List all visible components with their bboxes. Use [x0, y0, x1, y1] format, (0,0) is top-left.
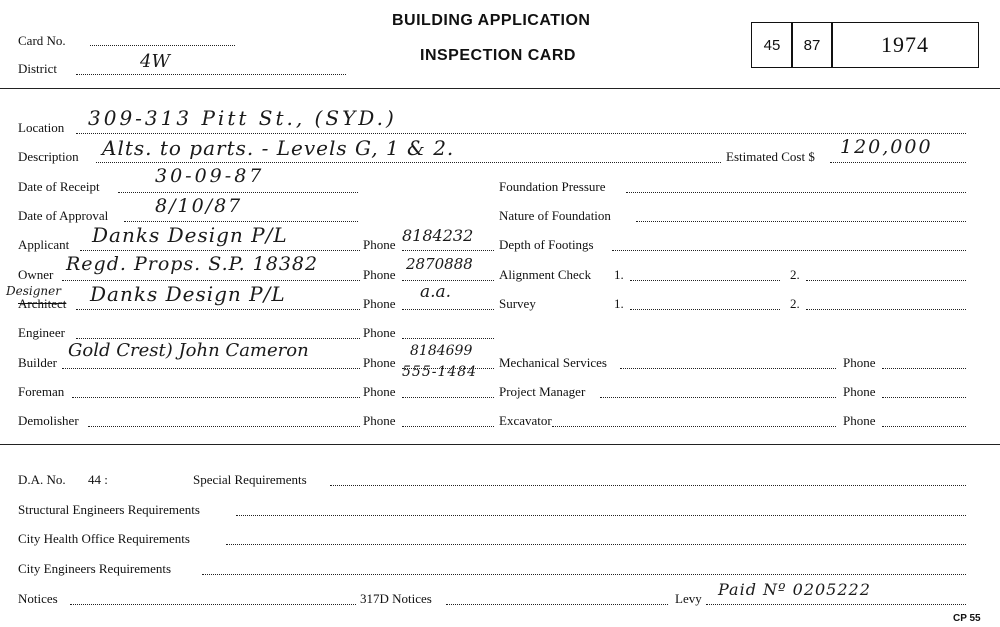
owner-value: Regd. Props. S.P. 18382 — [66, 253, 319, 275]
description-value: Alts. to parts. - Levels G, 1 & 2. — [102, 136, 455, 160]
applicant-phone-field[interactable] — [402, 250, 494, 251]
city-health-field[interactable] — [226, 544, 966, 545]
notices-317d-field[interactable] — [446, 604, 668, 605]
architect-label: Architect — [18, 296, 67, 311]
file-number: 45 — [763, 36, 781, 54]
estimated-cost-label: Estimated Cost $ — [726, 149, 815, 164]
section-divider — [0, 444, 1000, 445]
receipt-value: 30-09-87 — [155, 165, 265, 187]
excavator-phone-field[interactable] — [882, 426, 966, 427]
special-requirements-field[interactable] — [330, 485, 966, 486]
levy-label: Levy — [675, 591, 702, 606]
builder-phone: 8184699 — [410, 343, 473, 359]
demolisher-field[interactable] — [88, 426, 360, 427]
estimated-cost-value: 120,000 — [840, 136, 933, 158]
notices-317d-label: 317D Notices — [360, 591, 432, 606]
foreman-phone-field[interactable] — [402, 397, 494, 398]
designer-label: Designer — [6, 284, 61, 298]
card-no-field[interactable] — [90, 45, 235, 46]
levy-paid-stamp: Paid Nº 0205222 — [718, 580, 871, 599]
builder-phone-label: Phone — [363, 355, 396, 370]
mechanical-phone-field[interactable] — [882, 368, 966, 369]
notices-field[interactable] — [70, 604, 356, 605]
builder-field[interactable] — [62, 368, 360, 369]
depth-of-footings-label: Depth of Footings — [499, 237, 594, 252]
city-engineers-label: City Engineers Requirements — [18, 561, 172, 576]
excavator-label: Excavator — [499, 413, 552, 428]
district-field[interactable] — [76, 74, 346, 75]
location-label: Location — [18, 120, 65, 135]
card-year: 1974 — [881, 32, 929, 57]
alignment-check-2-field[interactable] — [806, 280, 966, 281]
alignment-check-1-label: 1. — [614, 267, 624, 282]
designer-phone: a.a. — [420, 282, 452, 302]
survey-label: Survey — [499, 296, 536, 311]
demolisher-phone-label: Phone — [363, 413, 396, 428]
file-year: 87 — [803, 36, 821, 54]
owner-phone: 2870888 — [406, 255, 473, 273]
structural-engineers-label: Structural Engineers Requirements — [18, 502, 200, 517]
form-code: CP 55 — [953, 613, 981, 624]
applicant-phone: 8184232 — [402, 226, 474, 245]
project-manager-field[interactable] — [600, 397, 836, 398]
card-no-label: Card No. — [18, 33, 66, 48]
demolisher-label: Demolisher — [18, 413, 79, 428]
demolisher-phone-field[interactable] — [402, 426, 494, 427]
notices-label: Notices — [18, 591, 58, 606]
project-manager-phone-label: Phone — [843, 384, 876, 399]
location-field[interactable] — [76, 133, 966, 134]
nature-of-foundation-field[interactable] — [636, 221, 966, 222]
alignment-check-label: Alignment Check — [499, 267, 592, 282]
builder-value: Gold Crest) John Cameron — [68, 340, 309, 361]
survey-2-label: 2. — [790, 296, 800, 311]
district-value: 4W — [140, 51, 170, 72]
excavator-field[interactable] — [552, 426, 836, 427]
card-year-box — [831, 22, 979, 68]
levy-field[interactable] — [706, 604, 966, 605]
architect-phone-label: Phone — [363, 296, 396, 311]
builder-label: Builder — [18, 355, 57, 370]
header-divider — [0, 88, 1000, 89]
mechanical-services-field[interactable] — [620, 368, 836, 369]
engineer-label: Engineer — [18, 325, 65, 340]
owner-phone-field[interactable] — [402, 280, 494, 281]
alignment-check-2-label: 2. — [790, 267, 800, 282]
applicant-field[interactable] — [80, 250, 360, 251]
description-label: Description — [18, 149, 79, 164]
location-value: 309-313 Pitt St., (SYD.) — [88, 106, 397, 130]
applicant-phone-label: Phone — [363, 237, 396, 252]
alignment-check-1-field[interactable] — [630, 280, 780, 281]
builder-phone-2: 555-1484 — [402, 364, 478, 380]
estimated-cost-field[interactable] — [830, 162, 966, 163]
architect-field[interactable] — [76, 309, 360, 310]
survey-1-field[interactable] — [630, 309, 780, 310]
description-field[interactable] — [96, 162, 721, 163]
file-number-box — [751, 22, 793, 68]
designer-value: Danks Design P/L — [90, 282, 286, 306]
applicant-value: Danks Design P/L — [92, 223, 288, 247]
depth-of-footings-field[interactable] — [612, 250, 966, 251]
foundation-pressure-label: Foundation Pressure — [499, 179, 606, 194]
receipt-label: Date of Receipt — [18, 179, 100, 194]
applicant-label: Applicant — [18, 237, 70, 252]
owner-field[interactable] — [62, 280, 360, 281]
district-label: District — [18, 61, 57, 76]
foundation-pressure-field[interactable] — [626, 192, 966, 193]
da-no-value: 44 : — [88, 472, 108, 487]
receipt-field[interactable] — [118, 192, 358, 193]
mechanical-phone-label: Phone — [843, 355, 876, 370]
foreman-label: Foreman — [18, 384, 65, 399]
approval-value: 8/10/87 — [155, 195, 243, 217]
excavator-phone-label: Phone — [843, 413, 876, 428]
approval-field[interactable] — [124, 221, 358, 222]
title-line-2: INSPECTION CARD — [420, 47, 576, 64]
project-manager-phone-field[interactable] — [882, 397, 966, 398]
special-requirements-label: Special Requirements — [193, 472, 307, 487]
owner-phone-label: Phone — [363, 267, 396, 282]
owner-label: Owner — [18, 267, 54, 282]
foreman-field[interactable] — [72, 397, 360, 398]
da-no-label: D.A. No. — [18, 472, 66, 487]
mechanical-services-label: Mechanical Services — [499, 355, 607, 370]
foreman-phone-label: Phone — [363, 384, 396, 399]
city-engineers-field[interactable] — [202, 574, 966, 575]
structural-engineers-field[interactable] — [236, 515, 966, 516]
engineer-field[interactable] — [76, 338, 360, 339]
city-health-label: City Health Office Requirements — [18, 531, 190, 546]
project-manager-label: Project Manager — [499, 384, 586, 399]
engineer-phone-label: Phone — [363, 325, 396, 340]
title-line-1: BUILDING APPLICATION — [392, 12, 591, 29]
survey-1-label: 1. — [614, 296, 624, 311]
file-year-box — [791, 22, 833, 68]
survey-2-field[interactable] — [806, 309, 966, 310]
engineer-phone-field[interactable] — [402, 338, 494, 339]
nature-of-foundation-label: Nature of Foundation — [499, 208, 611, 223]
architect-phone-field[interactable] — [402, 309, 494, 310]
approval-label: Date of Approval — [18, 208, 109, 223]
